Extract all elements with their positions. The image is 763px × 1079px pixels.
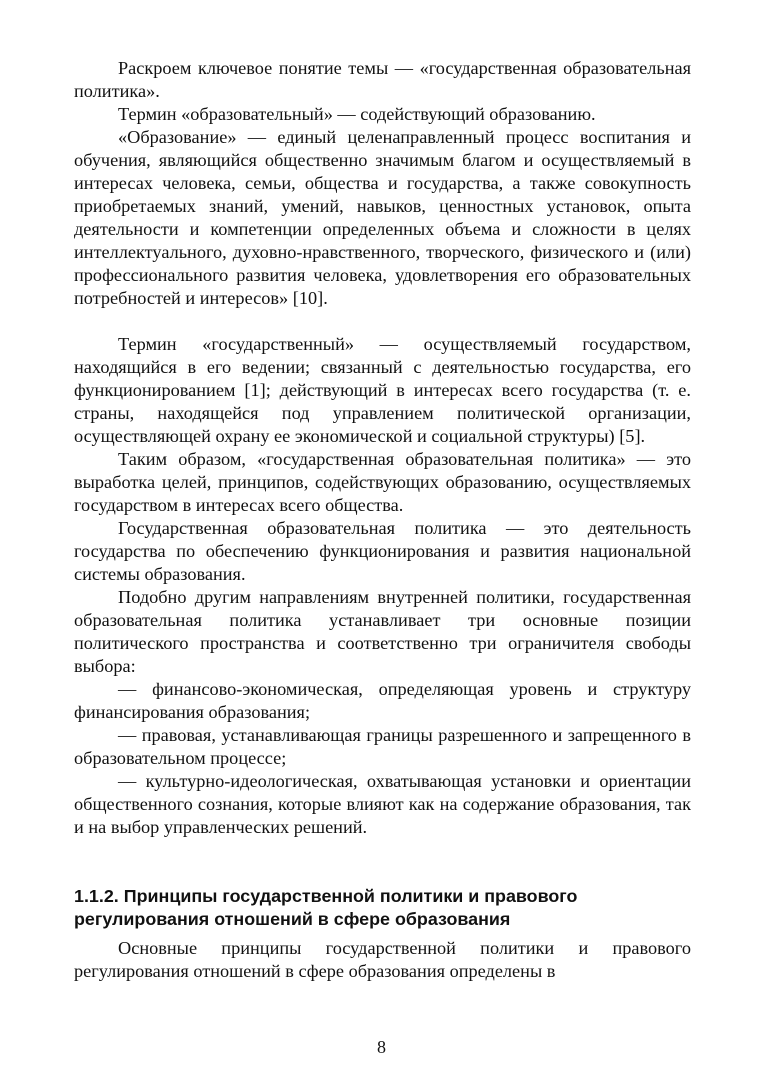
text-block-definitions bbox=[74, 57, 691, 310]
paragraph-education-definition: «Образование» — единый целенаправленный процесс воспитания и обучения, являющийся общественно значимым благом и осуществляемый в интересах человека, семьи, общества и государства, а также совокупность приобретаемых знаний, умений, навыков, ценностных установок, опыта деятельности и компетенции определенных объема и сложности в целях интеллектуального, духовно-нравственного, творческого, физического и (или) профессионального развития человека, удовлетворения его образовательных потребностей и интересов» [10]. bbox=[74, 127, 691, 308]
list-item-legal: — правовая, устанавливающая границы разрешенного и запрещенного в образовательном процессе; bbox=[74, 725, 691, 768]
paragraph-term-state: Термин «государственный» — осуществляемый государством, находящийся в его ведении; связанный с деятельностью государства, его функционированием [1]; действующий в интересах всего государства (т. е. страны, находящейся под управлением политической организации, осуществляющей охрану ее экономической и социальной структуры) [5]. bbox=[74, 334, 691, 446]
paragraph-term-educational: Термин «образовательный» — содействующий образованию. bbox=[118, 104, 596, 124]
paragraph-principles: Основные принципы государственной политики и правового регулирования отношений в сфере образования определены в bbox=[74, 938, 691, 981]
paragraph-thus: Таким образом, «государственная образовательная политика» — это выработка целей, принципов, содействующих образованию, осуществляемых государством в интересах всего общества. bbox=[74, 449, 691, 515]
section-heading: 1.1.2. Принципы государственной политики и правового регулирования отношений в сфере образования bbox=[74, 886, 578, 929]
text-block-policy bbox=[74, 333, 691, 839]
paragraph-policy-definition: Государственная образовательная политика — это деятельность государства по обеспечению функционирования и развития национальной системы образования. bbox=[74, 518, 691, 584]
paragraph-intro: Раскроем ключевое понятие темы — «государственная образовательная политика». bbox=[74, 58, 691, 101]
page-number: 8 bbox=[377, 1037, 386, 1057]
list-item-financial: — финансово-экономическая, определяющая уровень и структуру финансирования образования; bbox=[74, 679, 691, 722]
list-item-cultural: — культурно-идеологическая, охватывающая установки и ориентации общественного сознания, которые влияют как на содержание образования, так и на выбор управленческих решений. bbox=[74, 771, 691, 837]
paragraph-three-positions: Подобно другим направлениям внутренней политики, государственная образовательная политика устанавливает три основные позиции политического пространства и соответственно три ограничителя свободы выбора: bbox=[74, 587, 691, 676]
section-1-1-2 bbox=[74, 885, 691, 983]
